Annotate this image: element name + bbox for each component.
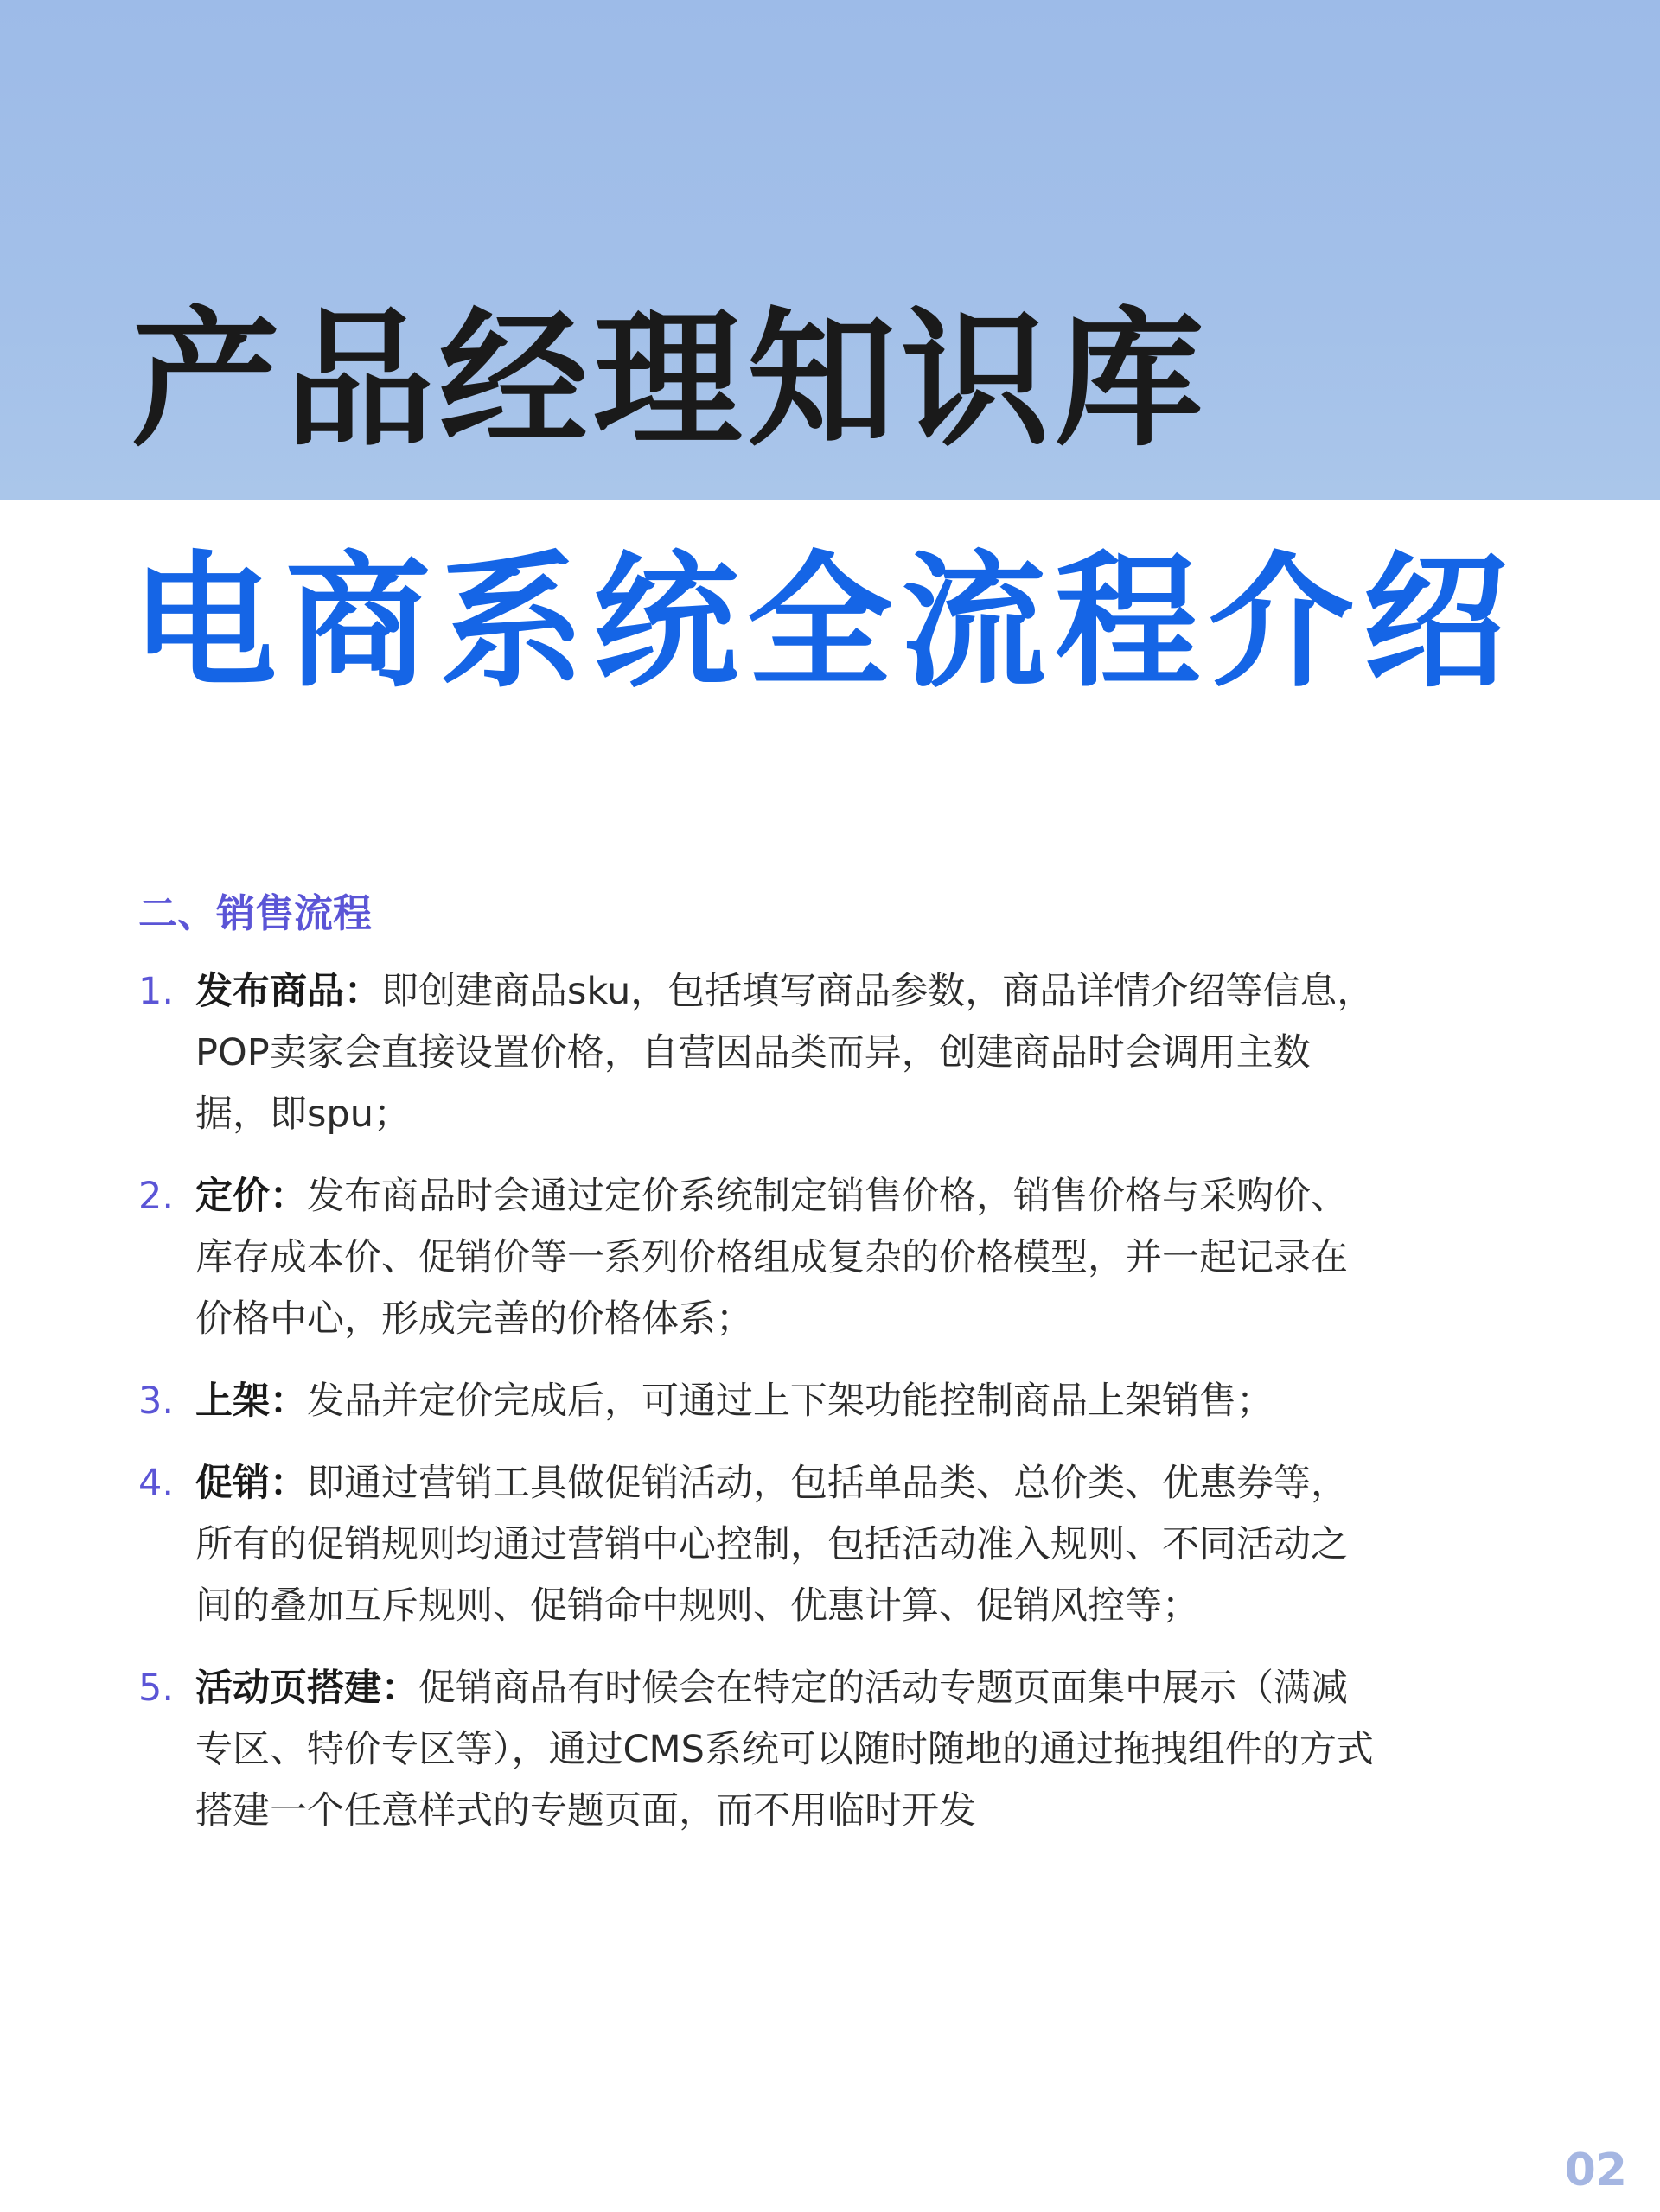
list-item-text: 即通过营销工具做促销活动，包括单品类、总价类、优惠券等，所有的促销规则均通过营销中心控制，包括活动准入规则、不同活动之间的叠加互斥规则、促销命中规则、优惠计算、促销风控等；: [195, 1462, 1348, 1628]
list-item: [138, 1658, 1383, 1842]
list-item-text: 发品并定价完成后，可通过上下架功能控制商品上架销售；: [307, 1380, 1274, 1423]
list-item-term: 定价：: [195, 1175, 307, 1218]
page-subtitle: 电商系统全流程介绍: [131, 538, 1516, 707]
list-item-term: 上架：: [195, 1380, 307, 1423]
list-item-number: 2.: [138, 1175, 175, 1218]
list-item: [138, 961, 1383, 1145]
list-item: [138, 1166, 1383, 1350]
list-item-text: 发布商品时会通过定价系统制定销售价格，销售价格与采购价、库存成本价、促销价等一系列价格组成复杂的价格模型，并一起记录在价格中心，形成完善的价格体系；: [195, 1175, 1348, 1341]
list-item: [138, 1371, 1383, 1432]
list-item-text: 即创建商品sku，包括填写商品参数，商品详情介绍等信息，POP卖家会直接设置价格，自营因品类而异，创建商品时会调用主数据，即spu；: [195, 970, 1375, 1136]
header-banner: [0, 0, 1660, 500]
page-title: 产品经理知识库: [131, 293, 1209, 467]
list-item-number: 3.: [138, 1380, 175, 1423]
list-item-term: 促销：: [195, 1462, 307, 1505]
list-item-term: 发布商品：: [195, 970, 381, 1013]
list-item: [138, 1453, 1383, 1637]
page-number: 02: [1564, 2145, 1627, 2196]
list-item-number: 4.: [138, 1462, 175, 1505]
sales-process-list: [138, 961, 1383, 1863]
list-item-text: 促销商品有时候会在特定的活动专题页面集中展示（满减专区、特价专区等），通过CMS系统可以随时随地的通过拖拽组件的方式搭建一个任意样式的专题页面，而不用临时开发: [195, 1667, 1374, 1833]
list-item-term: 活动页搭建：: [195, 1667, 418, 1710]
list-item-number: 5.: [138, 1667, 175, 1710]
list-item-number: 1.: [138, 970, 175, 1013]
section-heading: 二、销售流程: [138, 890, 373, 936]
